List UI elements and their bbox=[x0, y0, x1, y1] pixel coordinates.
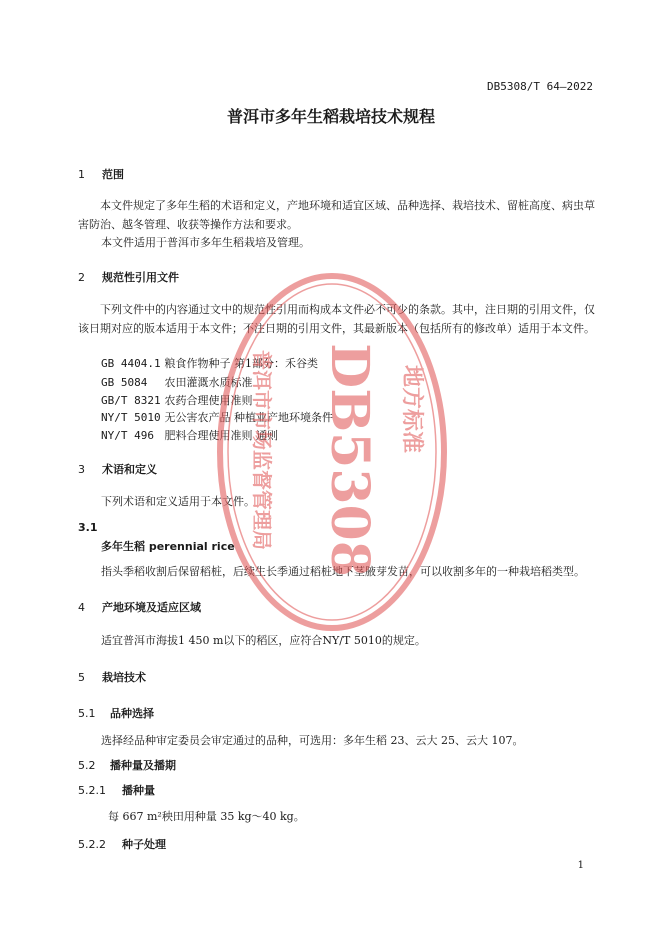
reference-name: 无公害农产品 种植业产地环境条件 bbox=[164, 411, 333, 424]
reference-name: 农药合理使用准则 bbox=[164, 394, 253, 407]
section-number: 5.1 bbox=[78, 707, 96, 720]
paragraph: 下列文件中的内容通过文中的规范性引用而构成本文件必不可少的条款。其中，注日期的引用文件，仅该日期对应的版本适用于本文件；不注日期的引用文件，其最新版本（包括所有的修改单）适用于本文件。 bbox=[78, 303, 595, 335]
reference-code: GB 4404.1 bbox=[101, 357, 161, 370]
reference-code: GB 5084 bbox=[101, 376, 148, 389]
section-title: 范围 bbox=[102, 168, 124, 181]
term-heading: 多年生稻 perennial rice bbox=[101, 540, 235, 553]
section-number: 5 bbox=[78, 671, 85, 684]
term-number: 3.1 bbox=[78, 521, 98, 534]
seal-ring-text: 普洱市市场监督管理局 bbox=[250, 350, 274, 550]
section-3-heading bbox=[78, 461, 157, 477]
reference-item bbox=[101, 426, 278, 445]
subsection-5-2-heading bbox=[78, 757, 176, 773]
seal-side-text: 地方标准 bbox=[399, 365, 424, 454]
reference-name: 肥料合理使用准则 通则 bbox=[164, 429, 278, 442]
term-definition: 指头季稻收割后保留稻桩，后续生长季通过稻桩地下茎腋芽发苗，可以收割多年的一种栽培稻类型。 bbox=[101, 565, 585, 578]
reference-name: 农田灌溉水质标准 bbox=[164, 376, 253, 389]
section-title: 品种选择 bbox=[110, 707, 154, 720]
seal-code-text: DB5308 bbox=[319, 343, 380, 577]
section-number: 4 bbox=[78, 601, 85, 614]
paragraph: 本文件适用于普洱市多年生稻栽培及管理。 bbox=[101, 236, 310, 249]
section-5-heading bbox=[78, 669, 146, 685]
section-title: 种子处理 bbox=[122, 838, 166, 851]
section-number: 5.2 bbox=[78, 759, 96, 772]
subsection-5-1-heading bbox=[78, 705, 154, 721]
section-number: 3 bbox=[78, 463, 85, 476]
section-number: 1 bbox=[78, 168, 85, 181]
paragraph: 适宜普洱市海拔1 450 m以下的稻区，应符合NY/T 5010的规定。 bbox=[101, 634, 426, 647]
paragraph: 每 667 m²秧田用种量 35 kg～40 kg。 bbox=[108, 810, 305, 823]
section-title: 栽培技术 bbox=[102, 671, 146, 684]
reference-code: NY/T 5010 bbox=[101, 411, 161, 424]
paragraph: 下列术语和定义适用于本文件。 bbox=[101, 495, 255, 508]
subsection-5-2-2-heading bbox=[78, 836, 166, 852]
page-number: 1 bbox=[577, 860, 584, 871]
section-number: 2 bbox=[78, 271, 85, 284]
section-number: 5.2.1 bbox=[78, 784, 106, 797]
reference-item bbox=[101, 354, 318, 373]
page-title: 普洱市多年生稻栽培技术规程 bbox=[226, 107, 435, 126]
paragraph: 选择经品种审定委员会审定通过的品种，可选用：多年生稻 23、云大 25、云大 107。 bbox=[101, 734, 524, 747]
reference-code: NY/T 496 bbox=[101, 429, 154, 442]
reference-name: 粮食作物种子 第1部分：禾谷类 bbox=[164, 357, 318, 370]
reference-item bbox=[101, 408, 333, 427]
section-title: 播种量及播期 bbox=[110, 759, 176, 772]
section-1-heading bbox=[78, 166, 124, 182]
paragraph: 本文件规定了多年生稻的术语和定义，产地环境和适宜区域、品种选择、栽培技术、留桩高度、病虫草害防治、越冬管理、收获等操作方法和要求。 bbox=[78, 199, 595, 231]
section-title: 规范性引用文件 bbox=[102, 271, 179, 284]
section-2-heading bbox=[78, 269, 179, 285]
section-title: 术语和定义 bbox=[102, 463, 157, 476]
subsection-5-2-1-heading bbox=[78, 782, 155, 798]
reference-item bbox=[101, 373, 253, 392]
section-number: 5.2.2 bbox=[78, 838, 106, 851]
section-title: 产地环境及适应区域 bbox=[102, 601, 201, 614]
section-4-heading bbox=[78, 599, 201, 615]
document-number: DB5308/T 64—2022 bbox=[487, 80, 593, 93]
section-title: 播种量 bbox=[122, 784, 155, 797]
reference-code: GB/T 8321 bbox=[101, 394, 161, 407]
